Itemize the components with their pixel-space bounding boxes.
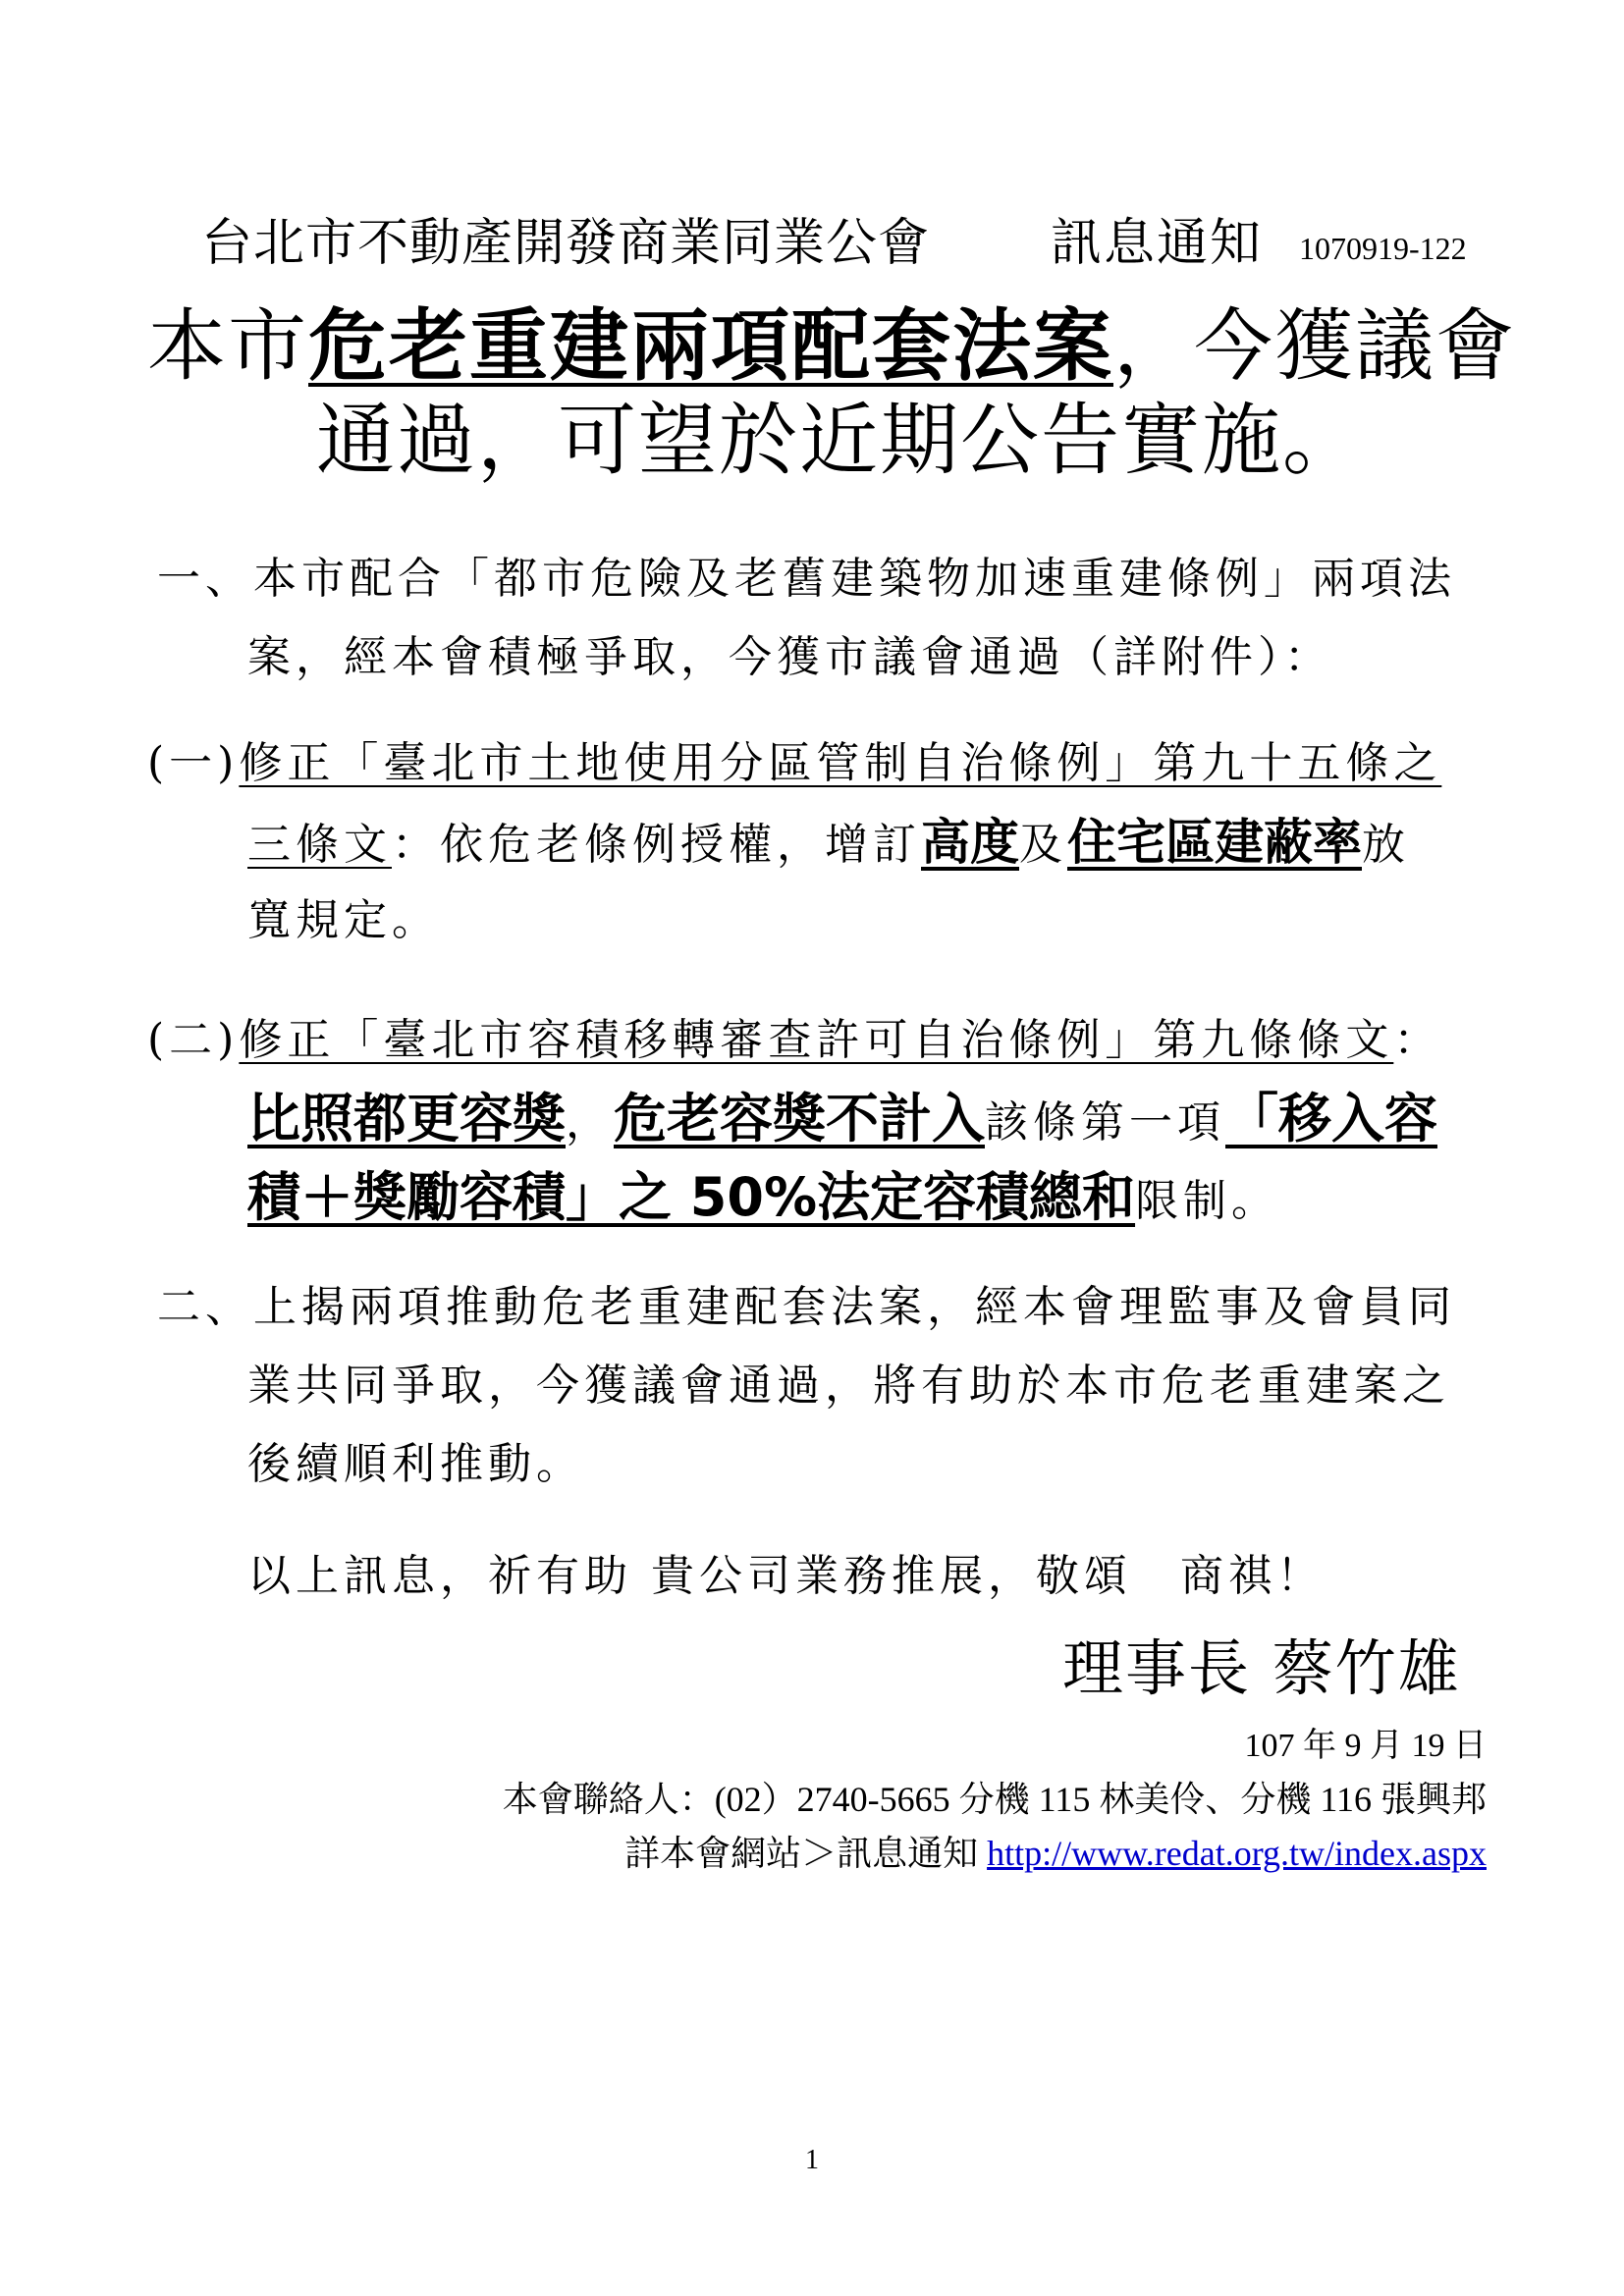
section-1-line-1 [157, 550, 1456, 609]
notice-label: 訊息通知 [1051, 214, 1264, 273]
website-label: 詳本會網站＞訊息通知 [624, 1834, 988, 1873]
item-2-colon: ： [1393, 1015, 1442, 1065]
signature: 理事長 蔡竹雄 [1062, 1632, 1461, 1704]
section-2-marker: 二、 [157, 1282, 253, 1332]
item-2-line-1 [147, 1011, 1441, 1070]
title-emphasis: 危老重建兩項配套法案 [308, 300, 1113, 392]
section-1-text-1: 本市配合「都市危險及老舊建築物加速重建條例」兩項法 [253, 554, 1456, 604]
website-info [624, 1826, 1487, 1876]
item-2-emphasis-2: 危老容獎不計入 [614, 1088, 985, 1149]
item-1-text-a: ：依危老條例授權，增訂 [392, 820, 921, 870]
item-1-text-c: 放 [1362, 820, 1410, 870]
item-1-line-2 [247, 813, 1410, 872]
item-1-emphasis-coverage: 住宅區建蔽率 [1067, 814, 1362, 871]
section-1-marker: 一、 [157, 554, 253, 604]
item-2-text-a: 該條第一項 [985, 1097, 1225, 1148]
item-1-emphasis-height: 高度 [921, 814, 1019, 871]
item-2-title: 修正「臺北市容積移轉審查許可自治條例」第九條條文 [239, 1015, 1394, 1065]
item-2-emphasis-1: 比照都更容獎 [247, 1088, 566, 1149]
item-2-text-b: 限制。 [1135, 1176, 1280, 1226]
item-2-emphasis-3: 「移入容 [1225, 1088, 1437, 1149]
document-number: 1070919-122 [1299, 231, 1467, 266]
item-2-line-3 [247, 1168, 1279, 1227]
title-line-1 [147, 299, 1516, 394]
item-1-marker: (一) [147, 738, 240, 788]
item-2-marker: (二) [147, 1015, 240, 1065]
section-2-text-1: 上揭兩項推動危老重建配套法案，經本會理監事及會員同 [253, 1282, 1456, 1332]
letterhead [201, 201, 1497, 273]
closing-remark: 以上訊息，祈有助 貴公司業務推展，敬頌 商祺！ [247, 1551, 1325, 1601]
item-1-title-b: 三條文 [247, 820, 392, 870]
section-2-line-1 [157, 1278, 1456, 1337]
notice-title [147, 299, 1516, 488]
item-2-emphasis-4: 積＋獎勵容積」之 50%法定容積總和 [247, 1166, 1136, 1228]
website-link[interactable]: http://www.redat.org.tw/index.aspx [987, 1834, 1487, 1873]
page-number: 1 [805, 2145, 819, 2175]
item-1-text-b: 及 [1019, 820, 1067, 870]
section-2-line-3: 後續順利推動。 [247, 1439, 584, 1489]
item-2-line-2 [247, 1090, 1437, 1148]
section-1-line-2: 案，經本會積極爭取，今獲市議會通過（詳附件）： [247, 632, 1332, 682]
item-2-separator: ， [566, 1097, 614, 1148]
contact-info: 本會聯絡人：(02）2740-5665 分機 115 林美伶、分機 116 張興邦 [502, 1780, 1487, 1819]
organization-name: 台北市不動產開發商業同業公會 [201, 214, 931, 273]
item-1-title-a: 修正「臺北市土地使用分區管制自治條例」第九十五條之 [239, 738, 1442, 788]
title-line-2: 通過，可望於近期公告實施。 [316, 395, 1363, 486]
section-2-line-2: 業共同爭取，今獲議會通過，將有助於本市危老重建案之 [247, 1361, 1450, 1411]
item-1-line-1 [147, 734, 1441, 793]
item-1-line-3: 寬規定。 [247, 895, 440, 945]
title-suffix: ，今獲議會 [1113, 300, 1516, 392]
title-prefix: 本市 [147, 300, 308, 392]
issue-date: 107 年 9 月 19 日 [1244, 1728, 1487, 1764]
